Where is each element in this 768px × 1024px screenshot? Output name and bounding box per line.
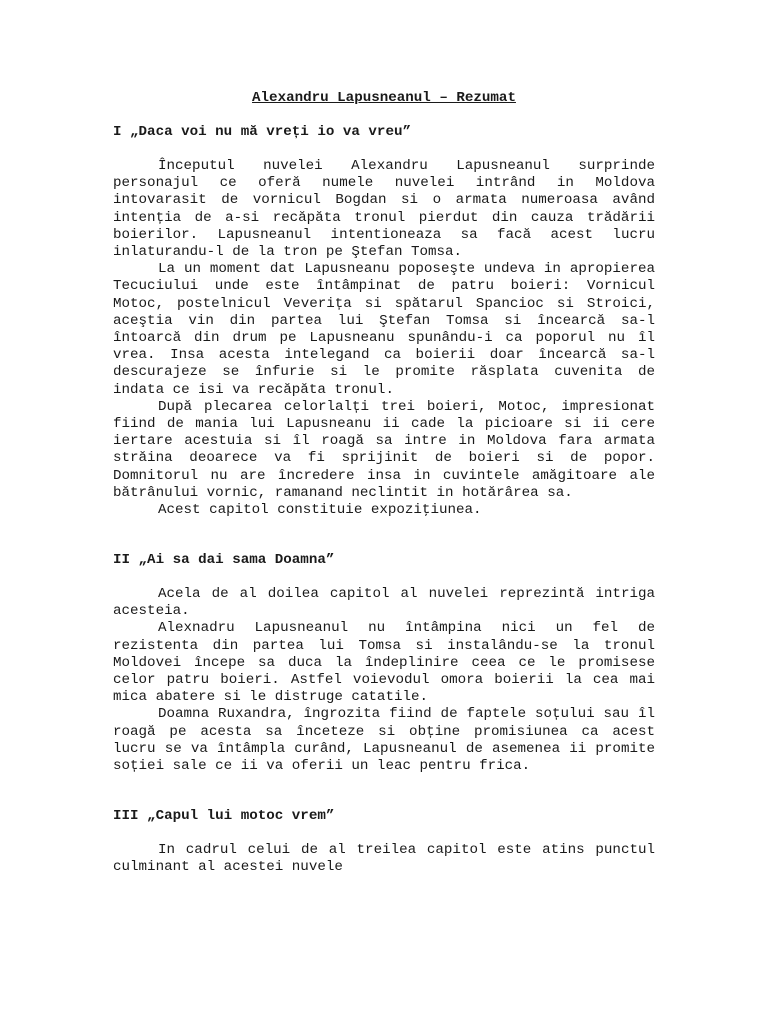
paragraph: La un moment dat Lapusneanu poposeşte undeva in apropierea Tecuciului unde este întâmpinat de patru boieri: Vornicul Motoc, postelnicul Veverița si spătarul Spancioc si Stroici, aceştia vin din partea lui Ştefan Tomsa si încearcă sa-l întoarcă din drum pe Lapusneanu spunându-i ca poporul nu îl vrea. Insa acesta intelegand ca boierii doar încearcă sa-l descurajeze se înfurie si le promite răsplata cuvenita de indata ce isi va recăpăta tronul. [113,261,655,398]
section-heading-3: III „Capul lui motoc vrem” [113,808,335,824]
section-body-2 [113,586,655,775]
paragraph: Începutul nuvelei Alexandru Lapusneanul surprinde personajul ce oferă numele nuvelei intrând in Moldova intovarasit de vornicul Bogdan si o armata numeroasa având intenția de a-si recăpăta tronul pierdut din cauza trădării boierilor. Lapusneanul intentioneaza sa facă acest lucru inlaturandu-l de la tron pe Ştefan Tomsa. [113,158,655,261]
section-body-3 [113,842,655,876]
paragraph: După plecarea celorlalți trei boieri, Motoc, impresionat fiind de mania lui Lapusneanu ii cade la picioare si ii cere iertare acestuia si îl roagă sa intre in Moldova fara armata străina deoarece va fi sprijinit de boieri si de popor. Domnitorul nu are încredere insa in cuvintele amăgitoare ale bătrânului vornic, ramanand neclintit in hotărârea sa. [113,398,655,501]
document-title: Alexandru Lapusneanul – Rezumat [252,90,516,106]
section-heading-1: I „Daca voi nu mă vreți io va vreu” [113,124,411,140]
paragraph: Acela de al doilea capitol al nuvelei reprezintă intriga acesteia. [113,586,655,620]
section-body-1 [113,158,655,519]
paragraph: Doamna Ruxandra, îngrozita fiind de faptele soțului sau îl roagă pe acesta sa înceteze si obține promisiunea ca acest lucru se va întâmpla curând, Lapusneanul de asemenea ii promite soției sale ce ii va oferii un leac pentru frica. [113,706,655,775]
paragraph: Acest capitol constituie expoziţiunea. [158,502,482,519]
paragraph: In cadrul celui de al treilea capitol este atins punctul culminant al acestei nuvele [113,842,655,876]
paragraph: Alexnadru Lapusneanul nu întâmpina nici un fel de rezistenta din partea lui Tomsa si instalându-se la tronul Moldovei începe sa duca la îndeplinire ceea ce le promisese celor patru boieri. Astfel voievodul omora boierii la cea mai mica abatere si le distruge catatile. [113,620,655,706]
section-heading-2: II „Ai sa dai sama Doamna” [113,552,335,568]
